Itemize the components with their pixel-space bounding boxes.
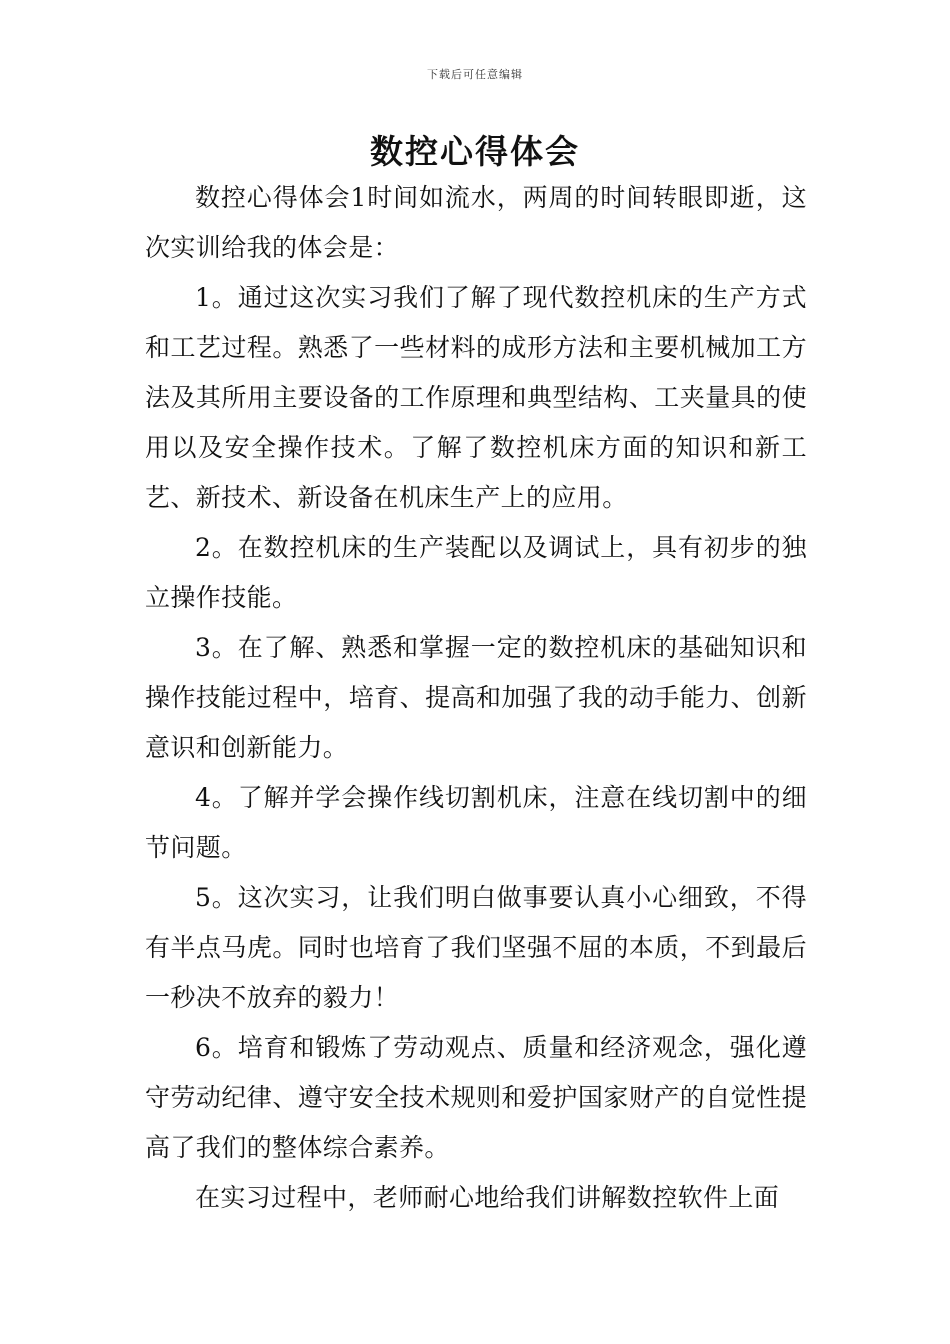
paragraph-point-3: 3。在了解、熟悉和掌握一定的数控机床的基础知识和操作技能过程中，培育、提高和加强了我的动手能力、创新意识和创新能力。 <box>145 633 807 762</box>
paragraph-point-4: 4。了解并学会操作线切割机床，注意在线切割中的细节问题。 <box>145 783 807 862</box>
paragraph-point-5: 5。这次实习，让我们明白做事要认真小心细致，不得有半点马虎。同时也培育了我们坚强不屈的本质，不到最后一秒决不放弃的毅力！ <box>145 883 807 1012</box>
paragraph-point-2: 2。在数控机床的生产装配以及调试上，具有初步的独立操作技能。 <box>145 533 807 612</box>
document-body <box>145 173 807 1223</box>
paragraph-intro: 数控心得体会1时间如流水，两周的时间转眼即逝，这次实训给我的体会是： <box>145 183 807 262</box>
paragraph-closing: 在实习过程中，老师耐心地给我们讲解数控软件上面 <box>195 1183 780 1212</box>
paragraph-point-6: 6。培育和锻炼了劳动观点、质量和经济观念，强化遵守劳动纪律、遵守安全技术规则和爱护国家财产的自觉性提高了我们的整体综合素养。 <box>145 1033 807 1162</box>
document-title: 数控心得体会 <box>370 132 580 171</box>
paragraph-point-1: 1。通过这次实习我们了解了现代数控机床的生产方式和工艺过程。熟悉了一些材料的成形方法和主要机械加工方法及其所用主要设备的工作原理和典型结构、工夹量具的使用以及安全操作技术。了解了数控机床方面的知识和新工艺、新技术、新设备在机床生产上的应用。 <box>145 283 807 512</box>
header-note: 下载后可任意编辑 <box>427 68 523 81</box>
